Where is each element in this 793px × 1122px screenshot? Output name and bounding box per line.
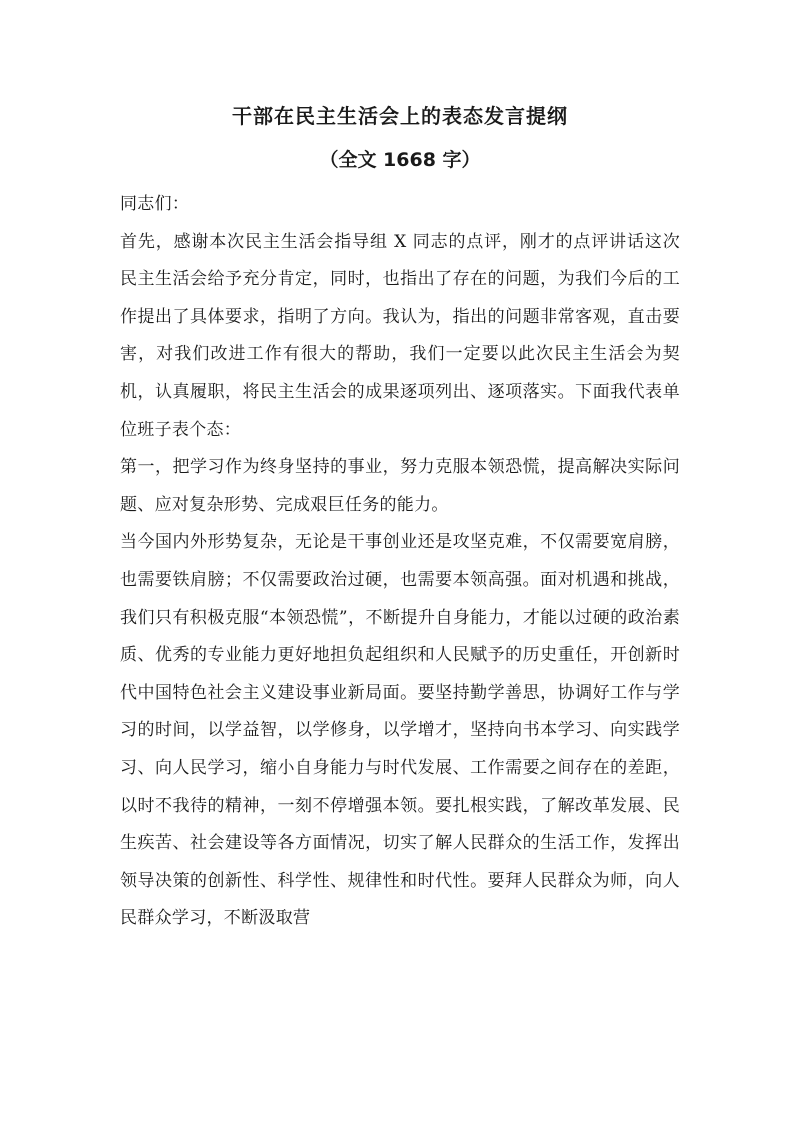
paragraph-intro: 首先，感谢本次民主生活会指导组 X 同志的点评，刚才的点评讲话这次民主生活会给予充分肯定，同时，也指出了存在的问题，为我们今后的工作提出了具体要求，指明了方向。我认为，指出的问题非常客观，直击要害，对我们改进工作有很大的帮助，我们一定要以此次民主生活会为契机，认真履职，将民主生活会的成果逐项列出、逐项落实。下面我代表单位班子表个态：: [120, 231, 680, 440]
salutation: 同志们：: [120, 194, 190, 214]
document-title: 干部在民主生活会上的表态发言提纲: [232, 104, 568, 128]
paragraph-point-one: 第一，把学习作为终身坚持的事业，努力克服本领恐慌，提高解决实际问题、应对复杂形势、完成艰巨任务的能力。: [120, 457, 680, 515]
document-subtitle: （全文 1668 字）: [319, 149, 481, 171]
document-body: [120, 186, 680, 938]
paragraph-body: 当今国内外形势复杂，无论是干事创业还是攻坚克难，不仅需要宽肩膀，也需要铁肩膀；不仅需要政治过硬，也需要本领高强。面对机遇和挑战，我们只有积极克服“本领恐慌”，不断提升自身能力，才能以过硬的政治素质、优秀的专业能力更好地担负起组织和人民赋予的历史重任，开创新时代中国特色社会主义建设事业新局面。要坚持勤学善思，协调好工作与学习的时间，以学益智，以学修身，以学增才，坚持向书本学习、向实践学习、向人民学习，缩小自身能力与时代发展、工作需要之间存在的差距，以时不我待的精神，一刻不停增强本领。要扎根实践，了解改革发展、民生疾苦、社会建设等各方面情况，切实了解人民群众的生活工作，发挥出领导决策的创新性、科学性、规律性和时代性。要拜人民群众为师，向人民群众学习，不断汲取营: [120, 532, 680, 929]
document-page: [120, 96, 680, 938]
